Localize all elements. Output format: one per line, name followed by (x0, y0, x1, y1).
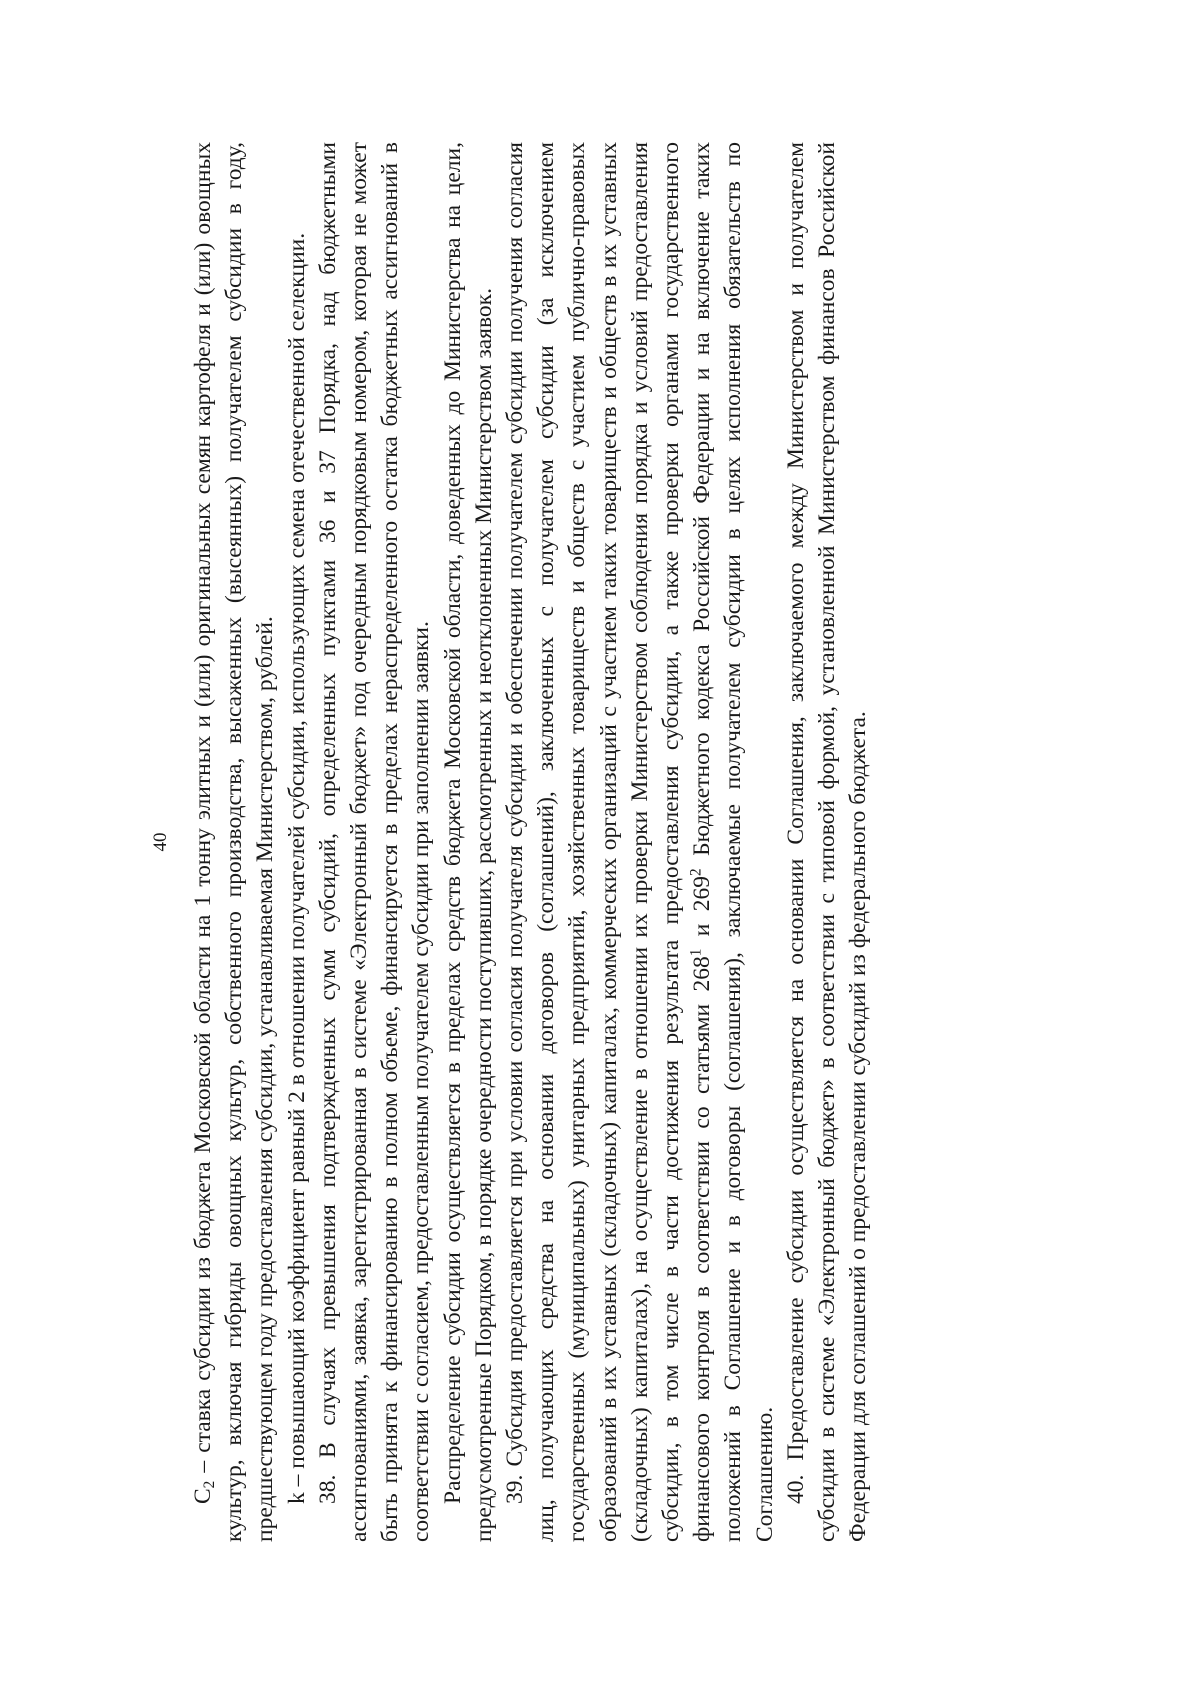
item-39-text-part-1: 39. Субсидия предоставляется при условии согласия получателя субсидии и обеспечении получателем субсидии получения согласия лиц, получающих средства на основании договоров (соглашений), заключенных с получателем субсидии (за исключением государственных (муниципальных) унитарных предприятий, хозяйственных товариществ и обществ с участием публично-правовых образований в их уставных (складочных) капиталах, коммерческих организаций с участием таких товариществ и обществ в их уставных (складочных) капиталах), на осуществление в отношении их проверки Министерством соблюдения порядка и условий предоставления субсидии, в том числе в части достижения результата предоставления субсидии, а также проверки органами государственного финансового контроля в соответствии со статьями 268 (502, 142, 716, 1542)
paragraph-k-definition: k – повышающий коэффициент равный 2 в отношении получателей субсидии, использующих семена отечественной селекции. (283, 232, 310, 1504)
page-number: 40 (150, 832, 171, 852)
paragraph-item-38: 38. В случаях превышения подтвержденных сумм субсидий, определенных пунктами 36 и 37 Порядка, над бюджетными ассигнованиями, заявка, зарегистрированная в системе «Электронный бюджет» под очередным порядковым номером, которая не может быть принята к финансированию в полном объеме, финансируется в пределах нераспределенного остатка бюджетных ассигнований в соответствии с согласием, предоставленным получателем субсидии при заполнении заявки. (314, 142, 435, 1542)
item-39-text-part-2: и 269 (689, 875, 716, 949)
paragraph-item-39 (500, 142, 781, 1542)
c2-definition-text: – ставка субсидии из бюджета Московской области на 1 тонну элитных и (или) оригинальных семян картофеля и (или) овощных культур, включая гибриды овощных культур, собственного производства, высаженных (высеянных) получателем субсидии в году, предшествующем году предоставления субсидии, устанавливаемая Министерством, рублей. (190, 142, 279, 1542)
article-269-superscript: 2 (687, 868, 705, 876)
paragraph-item-40: 40. Предоставление субсидии осуществляется на основании Соглашения, заключаемого между Министерством и получателем субсидии в системе «Электронный бюджет» в соответствии с типовой формой, установленной Министерством финансов Российской Федерации для соглашений о предоставлении субсидий из федерального бюджета. (782, 142, 872, 1542)
article-268-superscript: 1 (687, 948, 705, 957)
paragraph-distribution: Распределение субсидии осуществляется в пределах средств бюджета Московской области, доведенных до Министерства на цели, предусмотренные Порядком, в порядке очередности поступивших, рассмотренных и неотклоненных Министерством заявок. (439, 142, 497, 1542)
rotated-document-page (150, 142, 1020, 1542)
item-39-text-part-3: Бюджетного кодекса Российской Федерации и на включение таких положений в Соглашение и в договоры (соглашения), заключаемые получателем субсидии в целях исполнения обязательств по Соглашению. (689, 141, 778, 1542)
c2-subscript: 2 (200, 1480, 218, 1489)
c2-symbol: С (190, 1488, 216, 1504)
document-body (188, 142, 874, 1542)
paragraph-c2-definition (188, 142, 282, 1542)
